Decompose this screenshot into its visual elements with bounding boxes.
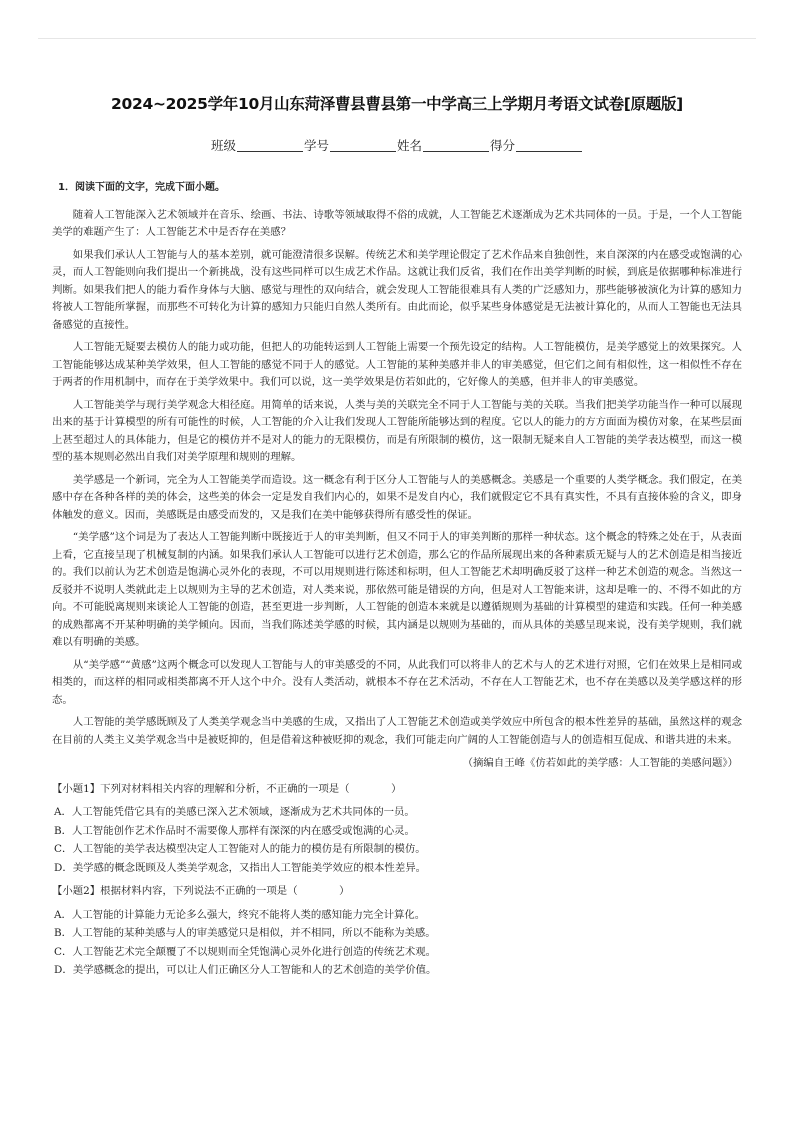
name-blank[interactable] <box>423 139 489 152</box>
header-rule <box>38 38 756 39</box>
subquestion-1-options <box>52 804 742 877</box>
subquestion-1-stem: 【小题1】下列对材料相关内容的理解和分析，不正确的一项是（ ） <box>52 782 402 795</box>
subquestion-2-options <box>52 907 742 980</box>
subquestion-2-option-c[interactable]: C．人工智能艺术完全颠覆了不以规则而全凭饱满心灵外化进行创造的传统艺术观。 <box>54 945 437 958</box>
subquestion-1-option-c[interactable]: C．人工智能的美学表达模型决定人工智能对人的能力的模仿是有所限制的模仿。 <box>54 843 426 855</box>
passage-paragraph-7: 从“美学感”“黄感”这两个概念可以发现人工智能与人的审美感受的不同，从此我们可以将非人的艺术与人的艺术进行对照，它们在效果上是相同或相类的，而这样的相同或相类都离不开人这个中介。没有人类活动，就根本不存在艺术活动，不存在人工智能艺术，也不存在美感以及美学感这样的形态。 <box>52 658 742 706</box>
subquestion-1-option-b[interactable]: B．人工智能创作艺术作品时不需要像人那样有深深的内在感受或饱满的心灵。 <box>54 824 415 837</box>
score-blank[interactable] <box>516 139 582 152</box>
subquestion-1-option-a[interactable]: A．人工智能凭借它具有的美感已深入艺术领域，逐渐成为艺术共同体的一员。 <box>54 806 415 818</box>
page-title: 2024~2025学年10月山东菏泽曹县曹县第一中学高三上学期月考语文试卷[原题版] <box>111 95 683 113</box>
passage-paragraph-5: 美学感是一个新词，完全为人工智能美学而造设。这一概念有利于区分人工智能与人的美感概念。美感是一个重要的人类学概念。我们假定，在美感中存在各种各样的美的体会，这些美的体会一定是发自我们内心的，如果不是发自内心，我们就假定它不具有真实性，不具有直接体验的含义，即身体触发的意义。因而，美感既是由感受而发的，又是我们在美中能够获得所有感受性的保证。 <box>52 473 742 521</box>
student-no-blank[interactable] <box>330 139 396 152</box>
score-label: 得分 <box>490 138 516 153</box>
subquestion-2-option-d[interactable]: D．美学感概念的提出，可以让人们正确区分人工智能和人的艺术创造的美学价值。 <box>54 964 437 976</box>
passage-paragraph-6: “美学感”这个词是为了表达人工智能判断中既接近于人的审美判断，但又不同于人的审美判断的那样一种状态。这个概念的特殊之处在于，从表面上看，它直接呈现了机械复制的内涵。如果我们承认人工智能可以进行艺术创造，那么它的作品所展现出来的各种素质无疑与人的艺术创造是相当接近的。我们以前认为艺术创造是饱满心灵外化的表现，不可以用规则进行陈述和标明，但人工智能艺术却明确反驳了这样一种艺术创造的观念。当然这一反驳并不说明人类就此走上以规则为主导的艺术创造，对人类来说，那依然可能是错误的方向，但是对人工智能来讲，这却是唯一的、不得不如此的方向。不可能脱离规则来谈论人工智能的创造，甚至更进一步判断，人工智能的创造本来就是以遵循规则为基础的计算模型的建造和实践。任何一种美感的成熟都离不开某种明确的美学倾向。因而，当我们陈述美学感的时候，其内涵是以规则为基础的，而从具体的美感呈现来说，没有美学规则，我们就难以有明确的美感。 <box>52 531 742 648</box>
class-blank[interactable] <box>237 139 303 152</box>
question-header: 1．阅读下面的文字，完成下面小题。 <box>58 182 225 193</box>
class-label: 班级 <box>210 138 236 153</box>
subquestion-2-option-b[interactable]: B．人工智能的某种美感与人的审美感觉只是相似，并不相同，所以不能称为美感。 <box>54 927 436 939</box>
passage-paragraph-8: 人工智能的美学感既顾及了人类美学观念当中美感的生成，又指出了人工智能艺术创造或美学效应中所包含的根本性差异的基础，虽然这样的观念在目前的人类主义美学观念当中是被贬抑的，但是借着这种被贬抑的观念，我们可能走向广阔的人工智能创造与人的创造相互促成、和谐共进的未来。 <box>52 716 742 746</box>
passage-paragraph-4: 人工智能美学与现行美学观念大相径庭。用简单的话来说，人类与美的关联完全不同于人工智能与美的关联。当我们把美学功能当作一种可以展现出来的基于计算模型的所有可能性的时候，人工智能的介入让我们发现人工智能所能够达到的程度。它以人的能力的方方面面为模仿对象，在某些层面上甚至超过人的具体能力，但是它的模仿并不是对人的能力的无限模仿，而是有所限制的模仿，这一限制无疑来自人工智能的美学表达模型，而这一模型的基本规则必然出自我们对美学原理和规则的理解。 <box>52 398 742 463</box>
student-no-label: 学号 <box>303 138 329 153</box>
student-info-line <box>0 136 794 154</box>
passage-paragraph-3: 人工智能无疑要去模仿人的能力或功能，但把人的功能转运到人工智能上需要一个预先设定的结构。人工智能模仿，是美学感觉上的效果探究。人工智能能够达成某种美学效果，但人工智能的感觉不同于人的感觉。人工智能的某种美感并非人的审美感觉，但它们之间有相似性，这一相似性不存在于两者的作用机制中，而存在于美学效果中。我们可以说，这一美学效果是仿若如此的，它好像人的美感，但并非人的审美感觉。 <box>52 341 742 388</box>
passage-paragraph-1: 随着人工智能深入艺术领域并在音乐、绘画、书法、诗歌等领域取得不俗的成就，人工智能艺术逐渐成为艺术共同体的一员。于是，一个人工智能美学的难题产生了：人工智能艺术中是否存在美感？ <box>52 208 742 238</box>
passage-source: （摘编自王峰《仿若如此的美学感：人工智能的美感问题》） <box>462 757 738 769</box>
name-label: 姓名 <box>397 138 423 153</box>
passage-paragraph-2: 如果我们承认人工智能与人的基本差别，就可能澄清很多误解。传统艺术和美学理论假定了艺术作品来自独创性，来自深深的内在感受或饱满的心灵，而人工智能则向我们提出一个新挑战，没有这些同样可以生成艺术作品。这就让我们反省，我们在作出美学判断的时候，到底是依据哪种标准进行判断。如果我们把人的能力看作身体与大脑、感觉与理性的双向结合，就会发现人工智能很难具有人类的广泛感知力，那些能够被演化为计算的感知力将被人工智能所掌握，而那些不可转化为计算的感知力只能归自然人类所有。由此而论，似乎某些身体感觉是无法被计算化的，从而人工智能也无法具备感觉的直接性。 <box>52 248 742 331</box>
subquestion-2-option-a[interactable]: A．人工智能的计算能力无论多么强大，终究不能将人类的感知能力完全计算化。 <box>54 908 426 921</box>
exam-content <box>52 179 742 984</box>
subquestion-1-option-d[interactable]: D．美学感的概念既顾及人类美学观念，又指出人工智能美学效应的根本性差异。 <box>54 861 426 874</box>
subquestion-2-stem: 【小题2】根据材料内容，下列说法不正确的一项是（ ） <box>52 885 350 897</box>
